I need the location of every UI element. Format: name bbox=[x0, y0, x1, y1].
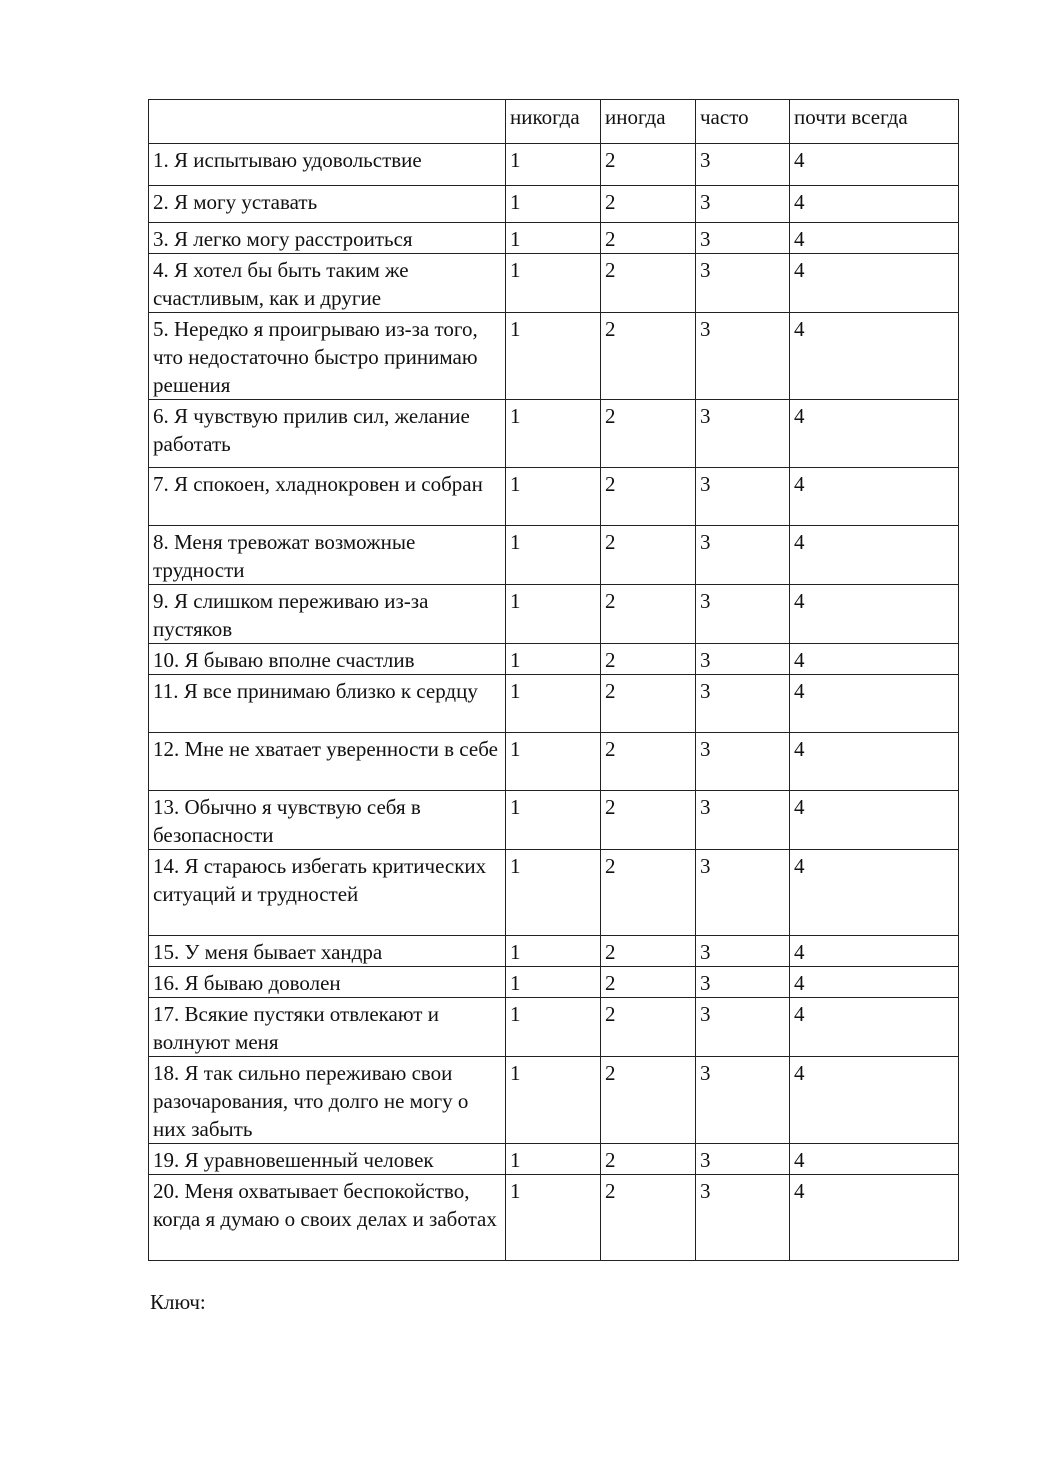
statement-cell: 8. Меня тревожат возможные трудности bbox=[149, 526, 506, 585]
header-cell-almost-always: почти всегда bbox=[790, 100, 959, 144]
score-cell: 2 bbox=[601, 998, 696, 1057]
score-cell: 2 bbox=[601, 254, 696, 313]
score-cell: 3 bbox=[696, 791, 790, 850]
header-cell-sometimes: иногда bbox=[601, 100, 696, 144]
score-cell: 2 bbox=[601, 644, 696, 675]
score-cell: 4 bbox=[790, 936, 959, 967]
questionnaire-table bbox=[148, 99, 959, 1261]
table-row bbox=[149, 1144, 959, 1175]
table-row bbox=[149, 733, 959, 791]
score-cell: 4 bbox=[790, 468, 959, 526]
score-cell: 3 bbox=[696, 998, 790, 1057]
statement-cell: 12. Мне не хватает уверенности в себе bbox=[149, 733, 506, 791]
statement-cell: 19. Я уравновешенный человек bbox=[149, 1144, 506, 1175]
header-cell-often: часто bbox=[696, 100, 790, 144]
table-row bbox=[149, 313, 959, 400]
table-row bbox=[149, 223, 959, 254]
statement-cell: 15. У меня бывает хандра bbox=[149, 936, 506, 967]
table-row bbox=[149, 1175, 959, 1261]
table-row bbox=[149, 644, 959, 675]
statement-cell: 16. Я бываю доволен bbox=[149, 967, 506, 998]
table-row bbox=[149, 675, 959, 733]
score-cell: 1 bbox=[506, 186, 601, 223]
statement-cell: 1. Я испытываю удовольствие bbox=[149, 144, 506, 186]
statement-cell: 2. Я могу уставать bbox=[149, 186, 506, 223]
score-cell: 4 bbox=[790, 644, 959, 675]
statement-cell: 10. Я бываю вполне счастлив bbox=[149, 644, 506, 675]
score-cell: 3 bbox=[696, 967, 790, 998]
score-cell: 4 bbox=[790, 1057, 959, 1144]
key-label: Ключ: bbox=[150, 1290, 206, 1314]
statement-cell: 14. Я стараюсь избегать критических ситуаций и трудностей bbox=[149, 850, 506, 936]
header-cell-never: никогда bbox=[506, 100, 601, 144]
score-cell: 2 bbox=[601, 1144, 696, 1175]
score-cell: 1 bbox=[506, 1144, 601, 1175]
score-cell: 4 bbox=[790, 144, 959, 186]
score-cell: 4 bbox=[790, 223, 959, 254]
score-cell: 4 bbox=[790, 1175, 959, 1261]
score-cell: 1 bbox=[506, 936, 601, 967]
score-cell: 1 bbox=[506, 313, 601, 400]
score-cell: 1 bbox=[506, 1057, 601, 1144]
score-cell: 4 bbox=[790, 254, 959, 313]
score-cell: 3 bbox=[696, 400, 790, 468]
score-cell: 2 bbox=[601, 733, 696, 791]
score-cell: 3 bbox=[696, 733, 790, 791]
score-cell: 3 bbox=[696, 526, 790, 585]
statement-cell: 20. Меня охватывает беспокойство, когда я думаю о своих делах и заботах bbox=[149, 1175, 506, 1261]
statement-cell: 4. Я хотел бы быть таким же счастливым, как и другие bbox=[149, 254, 506, 313]
table-row bbox=[149, 526, 959, 585]
score-cell: 3 bbox=[696, 223, 790, 254]
statement-cell: 18. Я так сильно переживаю свои разочарования, что долго не могу о них забыть bbox=[149, 1057, 506, 1144]
score-cell: 2 bbox=[601, 967, 696, 998]
score-cell: 4 bbox=[790, 733, 959, 791]
score-cell: 3 bbox=[696, 936, 790, 967]
score-cell: 1 bbox=[506, 675, 601, 733]
score-cell: 4 bbox=[790, 675, 959, 733]
score-cell: 1 bbox=[506, 998, 601, 1057]
score-cell: 2 bbox=[601, 400, 696, 468]
score-cell: 3 bbox=[696, 1057, 790, 1144]
score-cell: 1 bbox=[506, 733, 601, 791]
score-cell: 1 bbox=[506, 400, 601, 468]
table-row bbox=[149, 254, 959, 313]
score-cell: 3 bbox=[696, 254, 790, 313]
score-cell: 3 bbox=[696, 186, 790, 223]
score-cell: 1 bbox=[506, 254, 601, 313]
score-cell: 2 bbox=[601, 144, 696, 186]
score-cell: 2 bbox=[601, 1057, 696, 1144]
score-cell: 3 bbox=[696, 468, 790, 526]
statement-cell: 17. Всякие пустяки отвлекают и волнуют меня bbox=[149, 998, 506, 1057]
score-cell: 1 bbox=[506, 644, 601, 675]
score-cell: 3 bbox=[696, 675, 790, 733]
table-row bbox=[149, 1057, 959, 1144]
score-cell: 1 bbox=[506, 144, 601, 186]
statement-cell: 3. Я легко могу расстроиться bbox=[149, 223, 506, 254]
score-cell: 2 bbox=[601, 223, 696, 254]
score-cell: 2 bbox=[601, 791, 696, 850]
header-row bbox=[149, 100, 959, 144]
score-cell: 3 bbox=[696, 1144, 790, 1175]
score-cell: 1 bbox=[506, 223, 601, 254]
table-row bbox=[149, 585, 959, 644]
score-cell: 2 bbox=[601, 186, 696, 223]
header-cell-statement bbox=[149, 100, 506, 144]
score-cell: 2 bbox=[601, 585, 696, 644]
score-cell: 1 bbox=[506, 468, 601, 526]
score-cell: 1 bbox=[506, 585, 601, 644]
table-row bbox=[149, 998, 959, 1057]
table-row bbox=[149, 186, 959, 223]
score-cell: 1 bbox=[506, 850, 601, 936]
score-cell: 3 bbox=[696, 585, 790, 644]
statement-cell: 5. Нередко я проигрываю из-за того, что недостаточно быстро принимаю решения bbox=[149, 313, 506, 400]
table-row bbox=[149, 967, 959, 998]
score-cell: 4 bbox=[790, 850, 959, 936]
score-cell: 3 bbox=[696, 644, 790, 675]
score-cell: 4 bbox=[790, 313, 959, 400]
score-cell: 2 bbox=[601, 313, 696, 400]
table-body bbox=[149, 144, 959, 1261]
table-row bbox=[149, 468, 959, 526]
score-cell: 4 bbox=[790, 526, 959, 585]
score-cell: 1 bbox=[506, 1175, 601, 1261]
score-cell: 1 bbox=[506, 967, 601, 998]
score-cell: 1 bbox=[506, 791, 601, 850]
score-cell: 2 bbox=[601, 468, 696, 526]
score-cell: 3 bbox=[696, 1175, 790, 1261]
score-cell: 2 bbox=[601, 526, 696, 585]
score-cell: 1 bbox=[506, 526, 601, 585]
score-cell: 4 bbox=[790, 585, 959, 644]
statement-cell: 6. Я чувствую прилив сил, желание работать bbox=[149, 400, 506, 468]
statement-cell: 11. Я все принимаю близко к сердцу bbox=[149, 675, 506, 733]
table-row bbox=[149, 144, 959, 186]
score-cell: 2 bbox=[601, 1175, 696, 1261]
statement-cell: 7. Я спокоен, хладнокровен и собран bbox=[149, 468, 506, 526]
score-cell: 4 bbox=[790, 1144, 959, 1175]
statement-cell: 13. Обычно я чувствую себя в безопасности bbox=[149, 791, 506, 850]
score-cell: 2 bbox=[601, 850, 696, 936]
score-cell: 3 bbox=[696, 313, 790, 400]
table-row bbox=[149, 791, 959, 850]
score-cell: 2 bbox=[601, 675, 696, 733]
score-cell: 4 bbox=[790, 967, 959, 998]
score-cell: 4 bbox=[790, 186, 959, 223]
table-row bbox=[149, 400, 959, 468]
table-row bbox=[149, 850, 959, 936]
statement-cell: 9. Я слишком переживаю из-за пустяков bbox=[149, 585, 506, 644]
table-row bbox=[149, 936, 959, 967]
score-cell: 2 bbox=[601, 936, 696, 967]
score-cell: 4 bbox=[790, 400, 959, 468]
score-cell: 4 bbox=[790, 998, 959, 1057]
score-cell: 4 bbox=[790, 791, 959, 850]
score-cell: 3 bbox=[696, 850, 790, 936]
score-cell: 3 bbox=[696, 144, 790, 186]
